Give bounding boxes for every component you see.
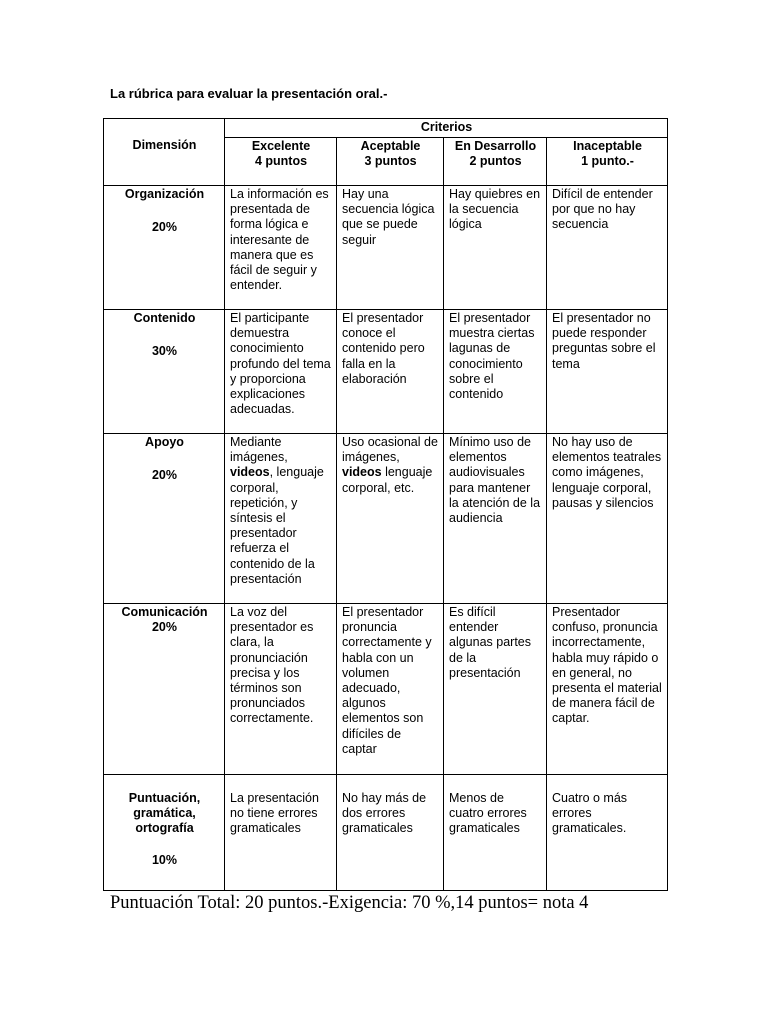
cell-text: lenguaje corporal, etc. bbox=[342, 465, 433, 495]
level-inaceptable bbox=[547, 138, 668, 186]
dimension-header bbox=[104, 119, 225, 186]
dimension-cell bbox=[104, 434, 225, 604]
criterion-cell: No hay uso de elementos teatrales como imágenes, lenguaje corporal, pausas y silencios bbox=[547, 434, 668, 604]
criterion-cell: Menos de cuatro errores gramaticales bbox=[444, 775, 547, 891]
cell-emphasis: videos bbox=[230, 465, 270, 480]
criterion-cell: Presentador confuso, pronuncia incorrectamente, habla muy rápido o en general, no presenta el material de manera fácil de captar. bbox=[547, 604, 668, 775]
dimension-cell bbox=[104, 186, 225, 310]
criteria-header: Criterios bbox=[225, 119, 668, 138]
dimension-label: Comunicación bbox=[121, 605, 208, 619]
rubric-table bbox=[103, 118, 668, 891]
level-excelente bbox=[225, 138, 337, 186]
cell-text: Mediante imágenes, bbox=[230, 435, 288, 465]
criterion-cell: El presentador conoce el contenido pero falla en la elaboración bbox=[337, 310, 444, 434]
cell-emphasis: videos bbox=[342, 465, 382, 480]
dimension-label: Puntuación, gramática, ortografía bbox=[128, 791, 201, 836]
criterion-cell: Difícil de entender por que no hay secuencia bbox=[547, 186, 668, 310]
level-name: Aceptable bbox=[360, 139, 421, 153]
criterion-cell: El participante demuestra conocimiento profundo del tema y proporciona explicaciones adecuadas. bbox=[225, 310, 337, 434]
dimension-label: Contenido bbox=[133, 311, 196, 325]
cell-text: , lenguaje corporal, repetición, y síntesis el presentador refuerza el contenido de la presentación bbox=[230, 465, 324, 586]
total-score-line: Puntuación Total: 20 puntos.-Exigencia: 70 %,14 puntos= nota 4 bbox=[110, 893, 589, 913]
table-row bbox=[104, 310, 668, 434]
level-en-desarrollo bbox=[444, 138, 547, 186]
dimension-cell bbox=[104, 310, 225, 434]
criterion-cell: El presentador no puede responder preguntas sobre el tema bbox=[547, 310, 668, 434]
criterion-cell: No hay más de dos errores gramaticales bbox=[337, 775, 444, 891]
criterion-cell: Cuatro o más errores gramaticales. bbox=[547, 775, 668, 891]
level-aceptable bbox=[337, 138, 444, 186]
criterion-cell bbox=[225, 434, 337, 604]
level-points: 3 puntos bbox=[364, 154, 417, 169]
dimension-weight: 10% bbox=[151, 852, 178, 867]
criterion-cell: Mínimo uso de elementos audiovisuales para mantener la atención de la audiencia bbox=[444, 434, 547, 604]
table-row bbox=[104, 604, 668, 775]
table-row bbox=[104, 775, 668, 891]
dimension-weight: 30% bbox=[151, 344, 178, 359]
dimension-cell bbox=[104, 775, 225, 891]
level-points: 4 puntos bbox=[254, 154, 308, 169]
table-row bbox=[104, 186, 668, 310]
criterion-cell: El presentador pronuncia correctamente y habla con un volumen adecuado, algunos elementos son difíciles de captar bbox=[337, 604, 444, 775]
dimension-cell bbox=[104, 604, 225, 775]
criterion-cell: Hay quiebres en la secuencia lógica bbox=[444, 186, 547, 310]
criterion-cell: El presentador muestra ciertas lagunas de conocimiento sobre el contenido bbox=[444, 310, 547, 434]
header-row bbox=[104, 119, 668, 138]
criterion-cell bbox=[337, 434, 444, 604]
level-name: En Desarrollo bbox=[454, 139, 537, 153]
document-title: La rúbrica para evaluar la presentación oral.- bbox=[110, 86, 388, 101]
dimension-header-label: Dimensión bbox=[132, 138, 197, 152]
level-points: 2 puntos bbox=[469, 154, 522, 169]
dimension-label: Apoyo bbox=[145, 435, 184, 449]
criterion-cell: Hay una secuencia lógica que se puede seguir bbox=[337, 186, 444, 310]
table-row bbox=[104, 434, 668, 604]
dimension-weight: 20% bbox=[151, 620, 178, 635]
dimension-label: Organización bbox=[124, 187, 205, 201]
dimension-weight: 20% bbox=[151, 468, 178, 483]
cell-text: Uso ocasional de imágenes, bbox=[342, 435, 438, 465]
level-name: Excelente bbox=[251, 139, 311, 153]
level-name: Inaceptable bbox=[573, 139, 642, 153]
criterion-cell: Es difícil entender algunas partes de la presentación bbox=[444, 604, 547, 775]
criterion-cell: La información es presentada de forma lógica e interesante de manera que es fácil de seguir y entender. bbox=[225, 186, 337, 310]
criterion-cell: La voz del presentador es clara, la pronunciación precisa y los términos son pronunciados correctamente. bbox=[225, 604, 337, 775]
level-points: 1 punto.- bbox=[581, 154, 634, 169]
dimension-weight: 20% bbox=[151, 220, 178, 235]
criterion-cell: La presentación no tiene errores gramaticales bbox=[225, 775, 337, 891]
